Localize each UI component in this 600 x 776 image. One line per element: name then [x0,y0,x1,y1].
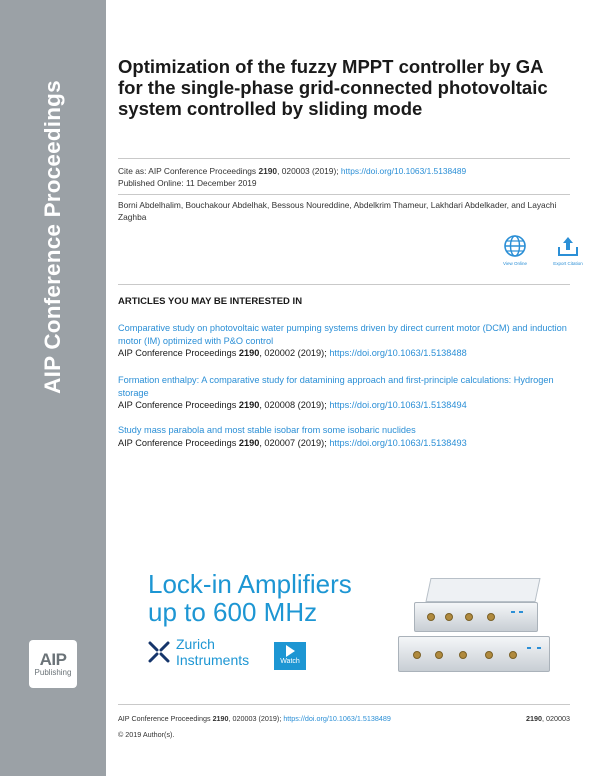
published-date: Published Online: 11 December 2019 [118,178,257,188]
export-citation-label: Export Citation [553,261,583,266]
related-article-title[interactable]: Comparative study on photovoltaic water pumping systems driven by direct current motor (DCM) and induction motor (IM) optimized with P&O control [118,323,567,346]
zurich-instruments-logo [148,636,249,668]
aip-logo-subtext: Publishing [34,667,72,677]
related-article-source [118,347,570,360]
source-volume: 2190 [238,348,260,358]
led-icon [527,647,531,649]
page-ref-volume: 2190 [526,714,543,723]
watch-label: Watch [280,658,300,665]
paper-doi-link[interactable]: https://doi.org/10.1063/1.5138489 [340,166,467,176]
source-suffix: , 020002 (2019); [259,348,330,358]
connector-icon [427,613,435,621]
source-prefix: AIP Conference Proceedings [118,400,239,410]
ad-headline-line1: Lock-in Amplifiers [148,569,352,599]
globe-icon [503,234,527,258]
connector-icon [465,613,473,621]
citation-line [118,166,466,178]
divider [118,194,570,195]
connector-icon [485,651,493,659]
related-article-source [118,437,570,450]
author-list: Borni Abdelhalim, Bouchakour Abdelhak, Bessous Noureddine, Abdelkrim Thameur, Lakhdari Abdelkader, and Layachi Zaghba [118,200,557,222]
led-icon [537,647,541,649]
view-online-button[interactable] [497,234,533,266]
footer-doi-link[interactable]: https://doi.org/10.1063/1.5138489 [283,714,391,723]
cite-prefix: Cite as: AIP Conference Proceedings [118,166,259,176]
brand-line1: Zurich [176,636,215,652]
source-prefix: AIP Conference Proceedings [118,348,239,358]
export-icon [556,234,580,258]
journal-title: AIP Conference Proceedings [40,80,65,394]
source-suffix: , 020007 (2019); [259,437,330,448]
related-articles-heading: ARTICLES YOU MAY BE INTERESTED IN [118,296,303,307]
journal-sidebar [0,0,106,776]
connector-icon [435,651,443,659]
view-online-label: View Online [503,261,527,266]
connector-icon [487,613,495,621]
connector-icon [509,651,517,659]
divider [118,284,570,285]
advertisement-banner[interactable] [128,562,560,684]
page-ref-suffix: , 020003 [542,714,570,723]
page-reference [526,714,570,723]
related-article-title[interactable]: Formation enthalpy: A comparative study for datamining approach and first-principle calculations: Hydrogen storage [118,375,554,398]
led-icon [519,611,523,613]
zurich-x-icon [148,641,170,663]
aip-logo-text: AIP [39,649,67,669]
footer-volume: 2190 [212,714,229,723]
watch-button[interactable] [274,642,306,670]
footer-citation [118,714,391,723]
paper-title: Optimization of the fuzzy MPPT controller by GA for the single-phase grid-connected photovoltaic system controlled by sliding mode [118,56,548,119]
divider [118,704,570,705]
source-volume: 2190 [238,437,260,448]
brand-line2: Instruments [176,652,250,668]
copyright-notice: © 2019 Author(s). [118,730,175,739]
cite-volume: 2190 [258,166,278,176]
aip-publishing-logo[interactable] [29,640,77,688]
source-suffix: , 020008 (2019); [259,400,330,410]
ad-headline-line2: up to 600 MHz [148,597,318,627]
related-article-doi-link[interactable]: https://doi.org/10.1063/1.5138488 [329,348,467,358]
footer-cite-suffix: , 020003 (2019); [228,714,284,723]
device-upper [414,602,538,632]
connector-icon [413,651,421,659]
cite-article: , 020003 (2019); [277,166,341,176]
play-icon [286,645,295,657]
device-lower [398,636,550,672]
device-top [425,578,540,602]
export-citation-button[interactable] [550,234,586,266]
related-article-source [118,399,570,412]
led-icon [511,611,515,613]
related-article [118,374,570,412]
source-volume: 2190 [238,400,260,410]
connector-icon [445,613,453,621]
footer-cite-prefix: AIP Conference Proceedings [118,714,213,723]
connector-icon [459,651,467,659]
source-prefix: AIP Conference Proceedings [118,437,239,448]
related-article [118,322,570,360]
related-article [118,424,570,449]
related-article-doi-link[interactable]: https://doi.org/10.1063/1.5138493 [329,437,467,448]
related-article-doi-link[interactable]: https://doi.org/10.1063/1.5138494 [329,400,467,410]
related-article-title[interactable]: Study mass parabola and most stable isobar from some isobaric nuclides [118,425,416,435]
ad-headline [148,570,352,626]
divider [118,158,570,159]
brand-name [176,636,249,668]
